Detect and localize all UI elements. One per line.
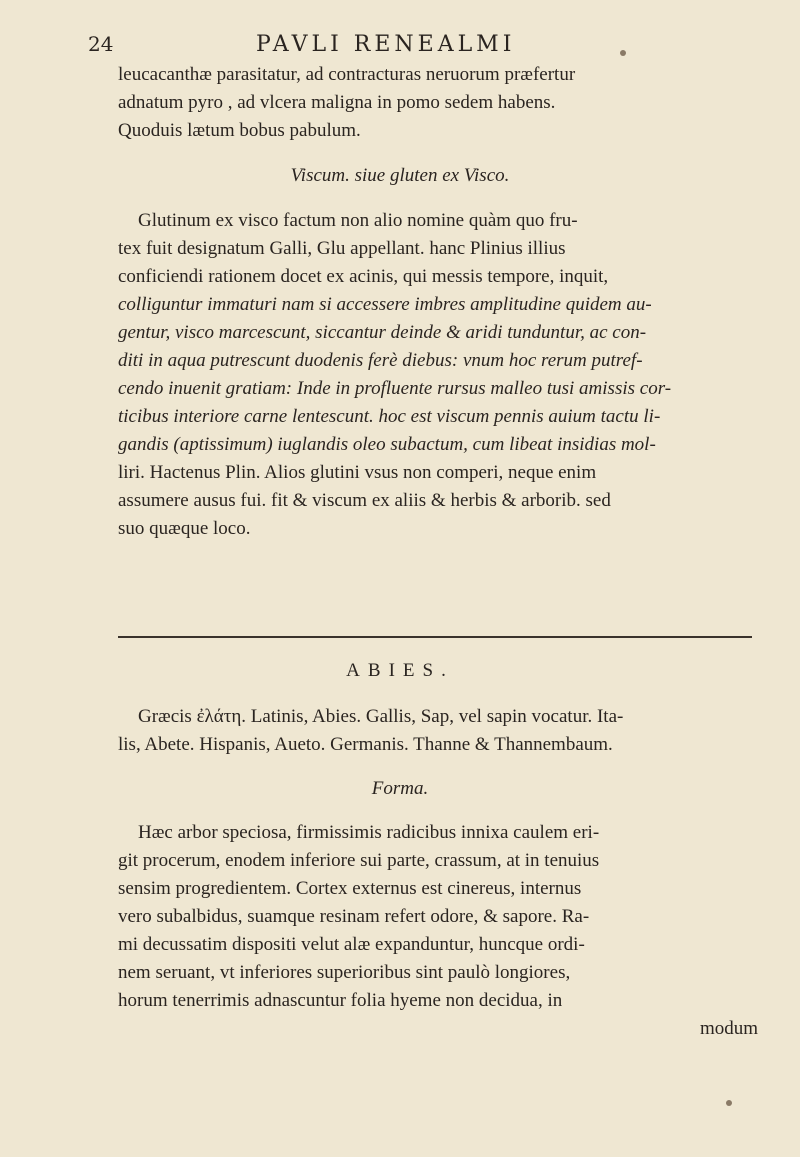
text-line: gentur, visco marcescunt, siccantur deinde & aridi tunduntur, ac con- [118, 322, 647, 343]
text-line: suo quæque loco. [118, 518, 251, 539]
text-line: Hæc arbor speciosa, firmissimis radicibus innixa caulem eri- [138, 822, 600, 843]
running-title: PAVLI RENEALMI [256, 32, 516, 57]
section-heading: ABIES. [346, 660, 454, 681]
text-line: lis, Abete. Hispanis, Aueto. Germanis. Thanne & Thannembaum. [118, 734, 613, 755]
text-line: assumere ausus fui. fit & viscum ex aliis & herbis & arborib. sed [118, 490, 611, 511]
text-line: colliguntur immaturi nam si accessere imbres amplitudine quidem au- [118, 294, 652, 315]
text-line: leucacanthæ parasitatur, ad contracturas neruorum præfertur [118, 64, 576, 85]
section-rule [118, 636, 752, 638]
text-line: horum tenerrimis adnascuntur folia hyeme non decidua, in [118, 990, 563, 1011]
subsection-heading: Forma. [371, 778, 429, 799]
text-line: conficiendi rationem docet ex acinis, qui messis tempore, inquit, [118, 266, 609, 287]
text-line: tex fuit designatum Galli, Glu appellant. hanc Plinius illius [118, 238, 566, 259]
text-line: diti in aqua putrescunt duodenis ferè diebus: vnum hoc rerum putref- [118, 350, 643, 371]
text-line: sensim progredientem. Cortex externus est cinereus, internus [118, 878, 582, 899]
text-line: liri. Hactenus Plin. Alios glutini vsus non comperi, neque enim [118, 462, 597, 483]
text-line: mi decussatim dispositi velut alæ expanduntur, huncque ordi- [118, 934, 585, 955]
ink-speck [726, 1100, 732, 1106]
catchword: modum [699, 1018, 758, 1039]
text-line: git procerum, enodem inferiore sui parte, crassum, at in tenuius [118, 850, 600, 871]
text-line: gandis (aptissimum) iuglandis oleo subactum, cum libeat insidias mol- [118, 434, 656, 455]
text-line: Græcis ἐλάτη. Latinis, Abies. Gallis, Sap, vel sapin vocatur. Ita- [138, 706, 624, 727]
text-line: adnatum pyro , ad vlcera maligna in pomo sedem habens. [118, 92, 556, 113]
text-line: Quoduis lætum bobus pabulum. [118, 120, 361, 141]
text-line: ticibus interiore carne lentescunt. hoc est viscum pennis auium tactu li- [118, 406, 661, 427]
page-number: 24 [88, 32, 114, 56]
ink-speck [620, 50, 626, 56]
section-heading: Viscum. siue gluten ex Visco. [290, 165, 510, 186]
text-line: nem seruant, vt inferiores superioribus sint paulò longiores, [118, 962, 571, 983]
text-line: Glutinum ex visco factum non alio nomine quàm quo fru- [138, 210, 578, 231]
text-line: cendo inuenit gratiam: Inde in profluente rursus malleo tusi amissis cor- [118, 378, 672, 399]
text-line: vero subalbidus, suamque resinam refert odore, & sapore. Ra- [118, 906, 590, 927]
